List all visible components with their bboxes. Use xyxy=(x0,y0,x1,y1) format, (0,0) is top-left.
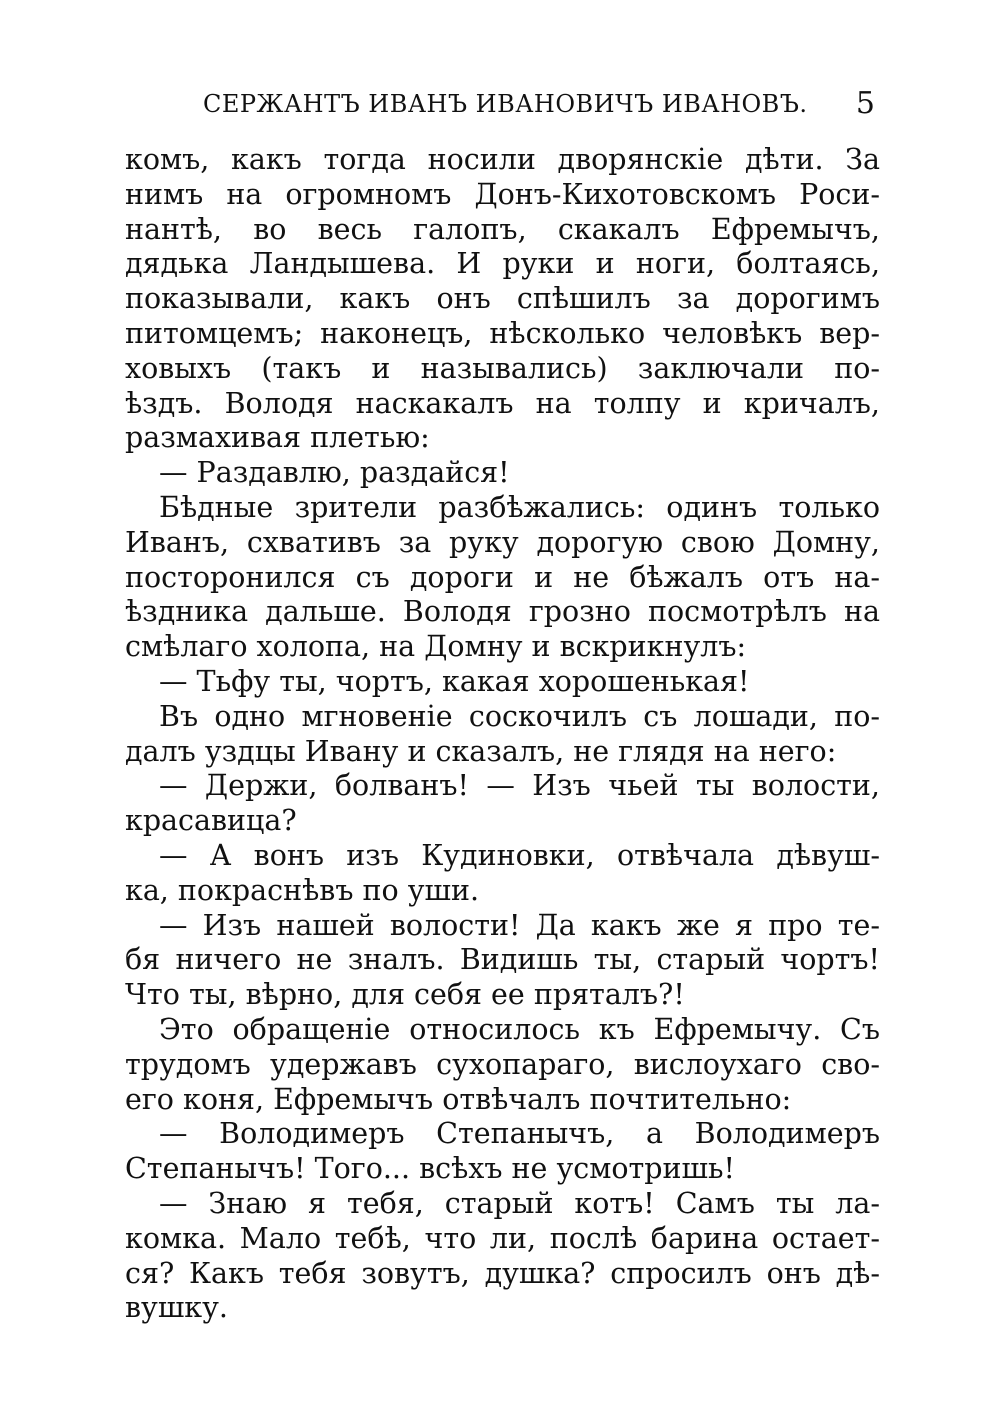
text-line: Иванъ, схвативъ за руку дорогую свою Домну, xyxy=(125,525,880,559)
text-line: комка. Мало тебѣ, что ли, послѣ барина остает- xyxy=(125,1221,880,1255)
text-line: далъ уздцы Ивану и сказалъ, не глядя на него: xyxy=(125,734,837,768)
text-line: нантѣ, во весь галопъ, скакалъ Ефремычъ, xyxy=(125,212,880,246)
text-line: размахивая плетью: xyxy=(125,421,430,455)
text-line: показывали, какъ онъ спѣшилъ за дорогимъ xyxy=(125,282,880,316)
text-line: ка, покраснѣвъ по уши. xyxy=(125,873,480,907)
text-line: ѣздъ. Володя наскакалъ на толпу и кричалъ, xyxy=(125,386,880,420)
text-line: ховыхъ (такъ и назывались) заключали по- xyxy=(125,351,880,385)
text-line: красавица? xyxy=(125,804,297,838)
text-line: — Раздавлю, раздайся! xyxy=(159,456,510,490)
text-line: его коня, Ефремычъ отвѣчалъ почтительно: xyxy=(125,1082,792,1116)
running-head xyxy=(125,86,875,126)
text-line: нимъ на огромномъ Донъ-Кихотовскомъ Роси- xyxy=(125,177,880,211)
text-line: дядька Ландышева. И руки и ноги, болтаясь, xyxy=(125,247,880,281)
text-line: ся? Какъ тебя зовутъ, душка? спросилъ онъ дѣ- xyxy=(125,1256,880,1290)
text-line: ѣздника дальше. Володя грозно посмотрѣлъ на xyxy=(125,595,880,629)
text-line: вушку. xyxy=(125,1291,228,1325)
text-line: посторонился съ дороги и не бѣжалъ отъ на- xyxy=(125,560,880,594)
text-line: Въ одно мгновеніе соскочилъ съ лошади, по- xyxy=(159,699,880,733)
text-line: смѣлаго холопа, на Домну и вскрикнулъ: xyxy=(125,630,747,664)
text-line: — Тьфу ты, чортъ, какая хорошенькая! xyxy=(159,664,750,698)
text-line: питомцемъ; наконецъ, нѣсколько человѣкъ вер- xyxy=(125,316,880,350)
text-line: бя ничего не зналъ. Видишь ты, старый чортъ! xyxy=(125,943,880,977)
running-title: СЕРЖАНТЪ ИВАНЪ ИВАНОВИЧЪ ИВАНОВЪ. xyxy=(203,90,808,118)
text-line: — Володимеръ Степанычъ, а Володимеръ xyxy=(159,1117,880,1151)
body-text xyxy=(125,143,880,1326)
text-line: — Держи, болванъ! — Изъ чьей ты волости, xyxy=(159,769,880,803)
text-line: комъ, какъ тогда носили дворянскіе дѣти. За xyxy=(125,143,880,176)
text-line: — Изъ нашей волости! Да какъ же я про те- xyxy=(159,908,880,942)
text-line: трудомъ удержавъ сухопараго, вислоухаго сво- xyxy=(125,1047,880,1081)
text-line: — А вонъ изъ Кудиновки, отвѣчала дѣвуш- xyxy=(159,838,880,872)
text-line: Что ты, вѣрно, для себя ее пряталъ?! xyxy=(125,978,685,1012)
text-line: Бѣдные зрители разбѣжались: одинъ только xyxy=(159,490,880,524)
text-line: — Знаю я тебя, старый котъ! Самъ ты ла- xyxy=(159,1186,880,1220)
text-line: Это обращеніе относилось къ Ефремычу. Съ xyxy=(159,1012,880,1046)
text-line: Степанычъ! Того... всѣхъ не усмотришь! xyxy=(125,1152,735,1186)
page-number: 5 xyxy=(855,86,875,121)
